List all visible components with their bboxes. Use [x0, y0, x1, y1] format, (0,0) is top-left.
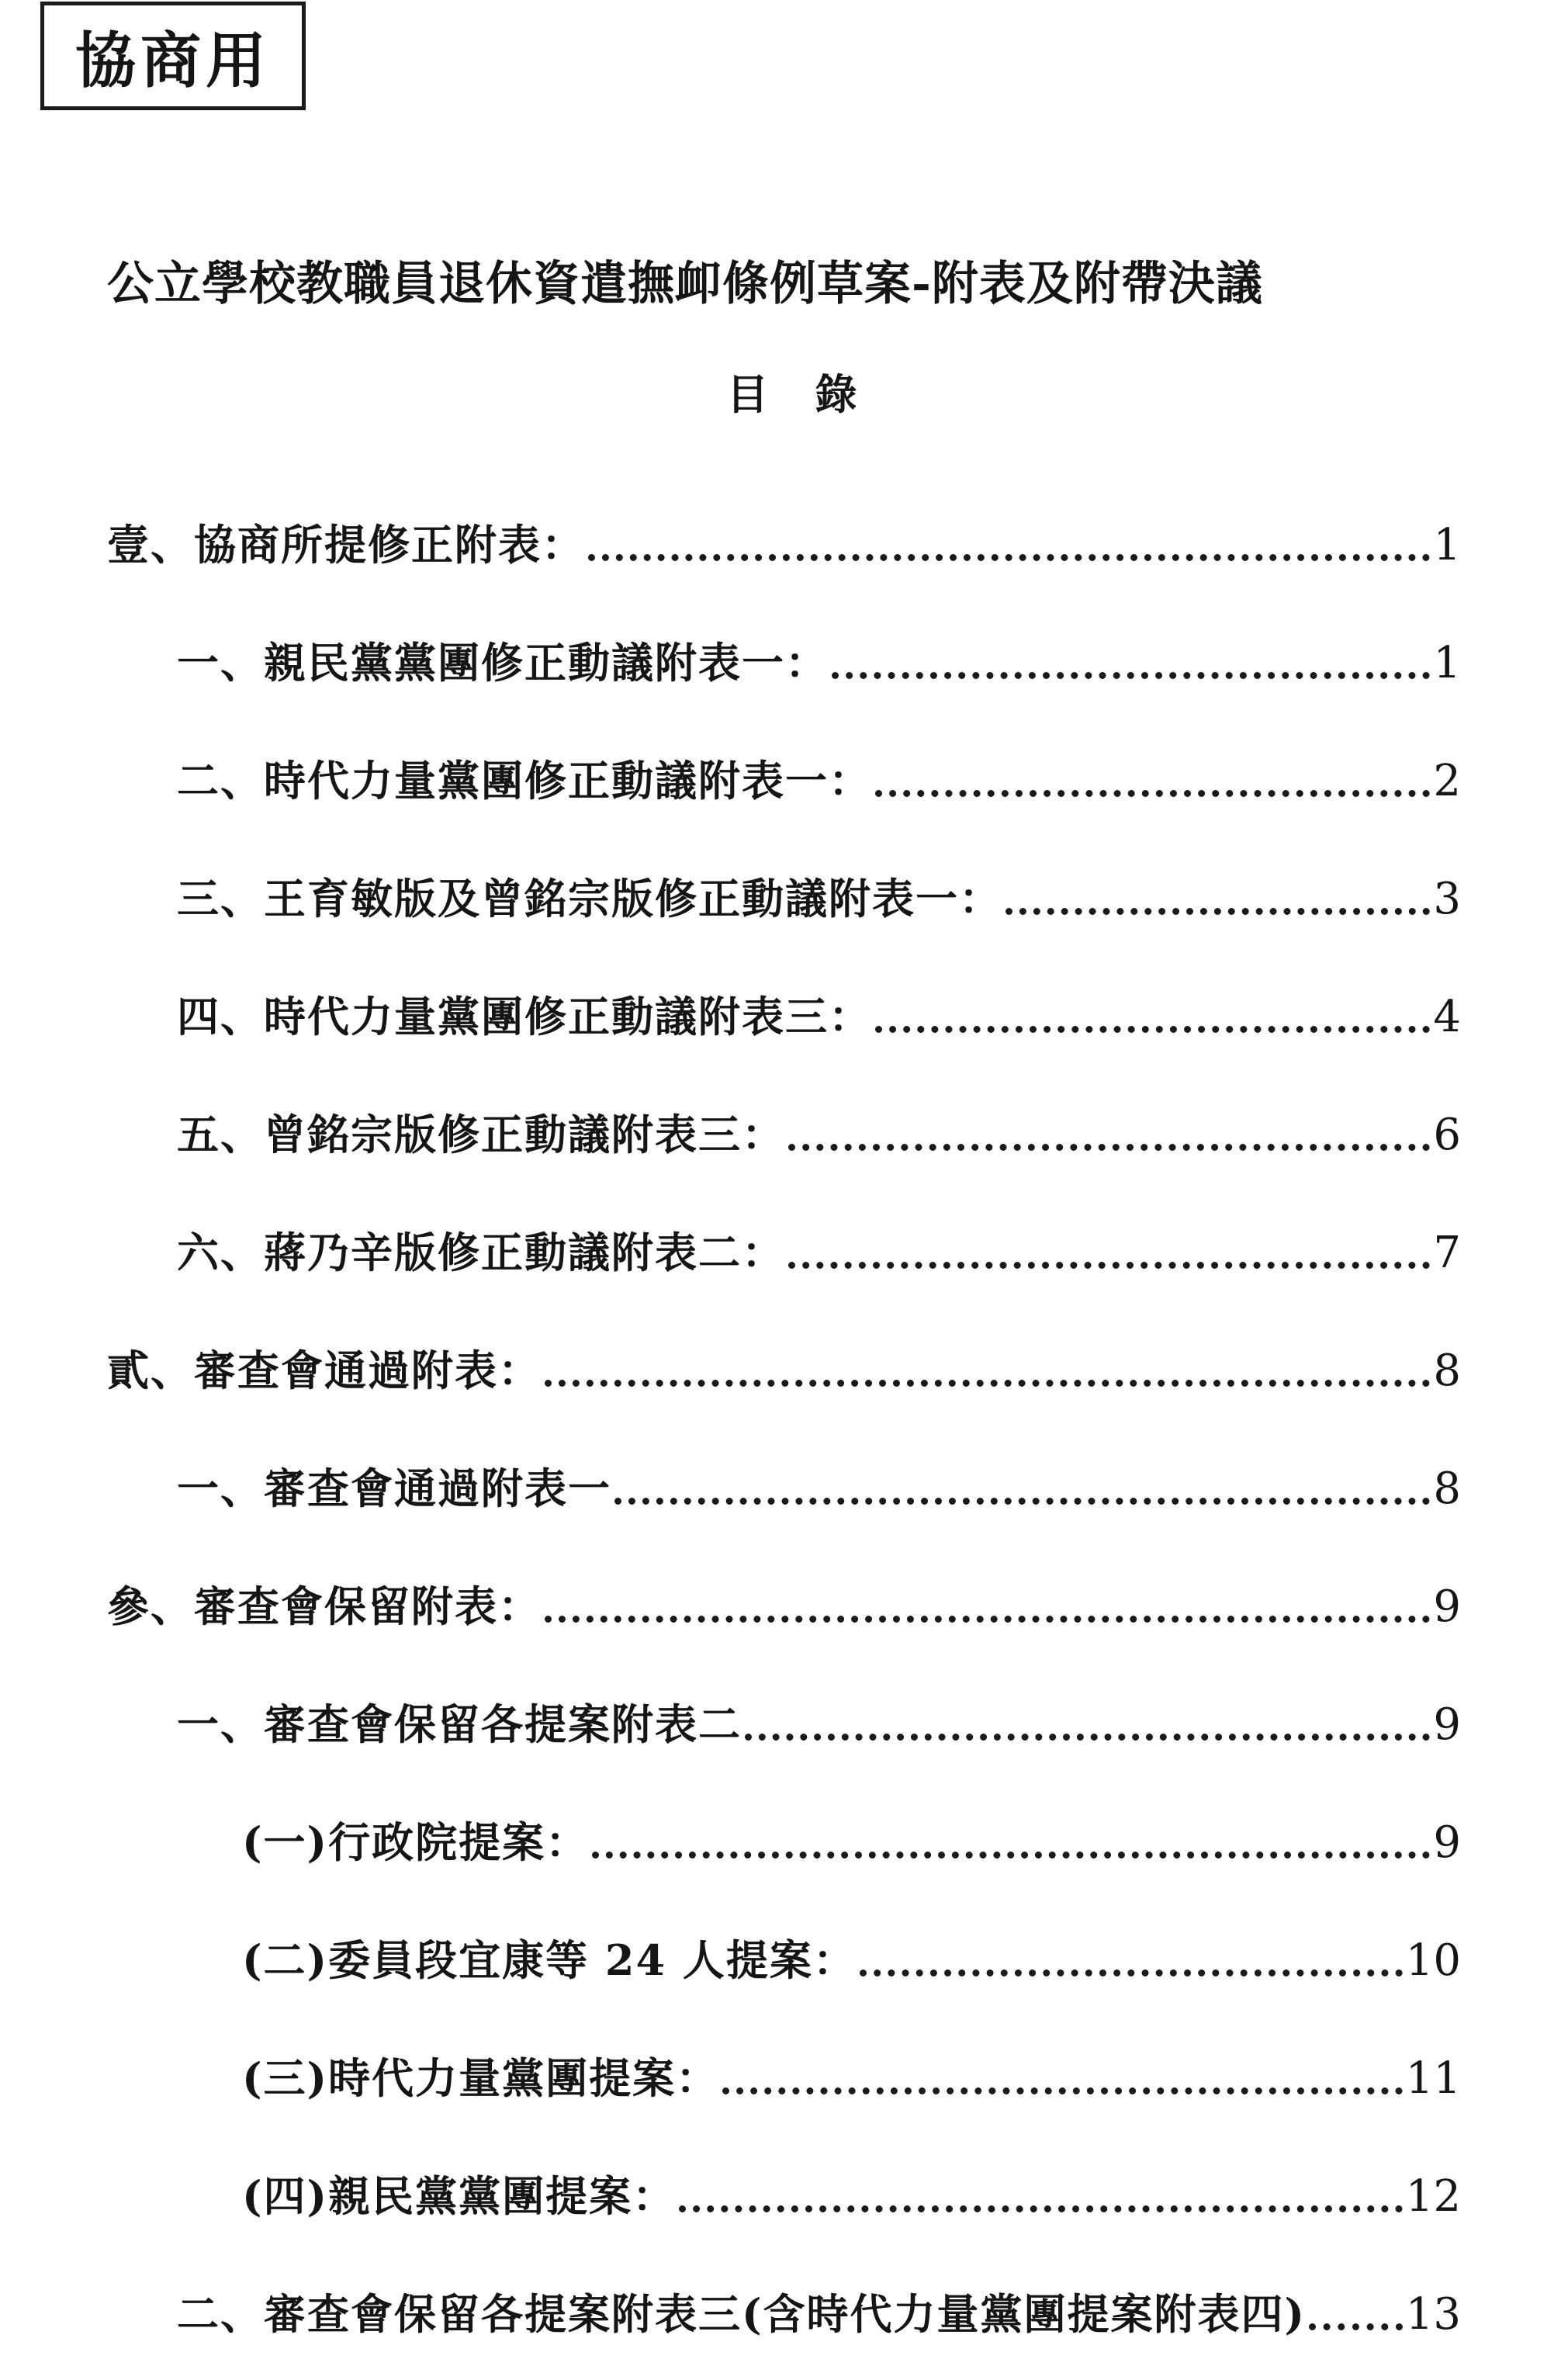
toc-entry-page: 9 [1433, 1699, 1461, 1750]
leader-dots [722, 2087, 1403, 2094]
document-title: 公立學校教職員退休資遣撫卹條例草案-附表及附帶決議 [107, 257, 1263, 311]
toc-entry-label: 四、時代力量黨團修正動議附表三： [177, 992, 872, 1041]
toc-entry-page: 3 [1433, 874, 1461, 924]
leader-dots [832, 672, 1430, 679]
leader-dots [545, 1380, 1430, 1387]
toc-entry-3-1-1[interactable] [242, 1810, 1461, 1872]
toc-entry-page: 8 [1433, 1464, 1461, 1514]
toc-entry-page: 9 [1433, 1817, 1461, 1868]
toc-entry-section-1[interactable] [107, 512, 1461, 574]
toc-entry-label: (一)行政院提案： [242, 1817, 590, 1867]
negotiation-stamp: 協商用 [40, 2, 306, 110]
toc-entry-page: 12 [1405, 2171, 1461, 2222]
toc-entry-page: 7 [1433, 1228, 1461, 1278]
toc-entry-label: 二、審查會保留各提案附表三(含時代力量黨團提案附表四) [177, 2289, 1307, 2339]
leader-dots [788, 1144, 1430, 1151]
leader-dots [545, 1616, 1430, 1623]
toc-entry-1-1[interactable] [177, 630, 1461, 692]
toc-entry-page: 1 [1433, 638, 1461, 688]
leader-dots [679, 2205, 1403, 2212]
toc-entry-1-4[interactable] [177, 984, 1461, 1046]
toc-entry-3-1-4[interactable] [242, 2163, 1461, 2226]
leader-dots [592, 1852, 1430, 1859]
toc-entry-section-3[interactable] [107, 1574, 1461, 1636]
leader-dots [788, 1262, 1430, 1269]
toc-entry-section-2[interactable] [107, 1338, 1461, 1400]
leader-dots [1309, 2323, 1403, 2330]
toc-entry-label: 貳、審查會通過附表： [107, 1346, 542, 1395]
toc-entry-page: 8 [1433, 1346, 1461, 1396]
toc-entry-label: 三、王育敏版及曾銘宗版修正動議附表一： [177, 874, 1002, 923]
toc-entry-3-1[interactable] [177, 1692, 1461, 1754]
toc-entry-label: 五、曾銘宗版修正動議附表三： [177, 1110, 785, 1159]
toc-entry-page: 6 [1433, 1110, 1461, 1160]
toc-entry-label: 一、親民黨黨團修正動議附表一： [177, 638, 829, 688]
toc-entry-page: 11 [1405, 2053, 1461, 2104]
toc-entry-page: 2 [1433, 756, 1461, 806]
toc-entry-3-2[interactable] [177, 2281, 1461, 2344]
leader-dots [875, 1026, 1430, 1033]
toc-entry-3-1-2[interactable] [242, 1928, 1461, 1990]
toc-entry-1-3[interactable] [177, 866, 1461, 928]
toc-entry-page: 1 [1433, 520, 1461, 570]
toc-entry-2-1[interactable] [177, 1456, 1461, 1518]
toc-entry-label: 六、蔣乃辛版修正動議附表二： [177, 1228, 785, 1277]
toc-entry-page: 4 [1433, 992, 1461, 1042]
toc-heading: 目錄 [726, 369, 904, 419]
toc-entry-page: 10 [1405, 1935, 1461, 1986]
toc-entry-label: (四)親民黨黨團提案： [242, 2171, 677, 2221]
toc-entry-1-5[interactable] [177, 1102, 1461, 1164]
toc-entry-page: 13 [1405, 2289, 1461, 2340]
leader-dots [1006, 908, 1430, 915]
toc-entry-label: 壹、協商所提修正附表： [107, 520, 585, 570]
leader-dots [614, 1498, 1430, 1505]
leader-dots [588, 554, 1430, 561]
leader-dots [745, 1734, 1430, 1741]
toc-entry-1-2[interactable] [177, 748, 1461, 810]
toc-entry-label: 參、審查會保留附表： [107, 1581, 542, 1631]
leader-dots [875, 790, 1430, 797]
toc-entry-label: (二)委員段宜康等 24 人提案： [242, 1935, 857, 1985]
toc-entry-label: 一、審查會保留各提案附表二 [177, 1699, 742, 1749]
toc-entry-label: 二、時代力量黨團修正動議附表一： [177, 756, 872, 805]
leader-dots [860, 1969, 1403, 1976]
toc-entry-page: 9 [1433, 1581, 1461, 1632]
toc-entry-label: 一、審查會通過附表一 [177, 1464, 611, 1513]
toc-entry-1-6[interactable] [177, 1220, 1461, 1282]
toc-entry-3-1-3[interactable] [242, 2046, 1461, 2108]
toc-entry-label: (三)時代力量黨團提案： [242, 2053, 720, 2103]
